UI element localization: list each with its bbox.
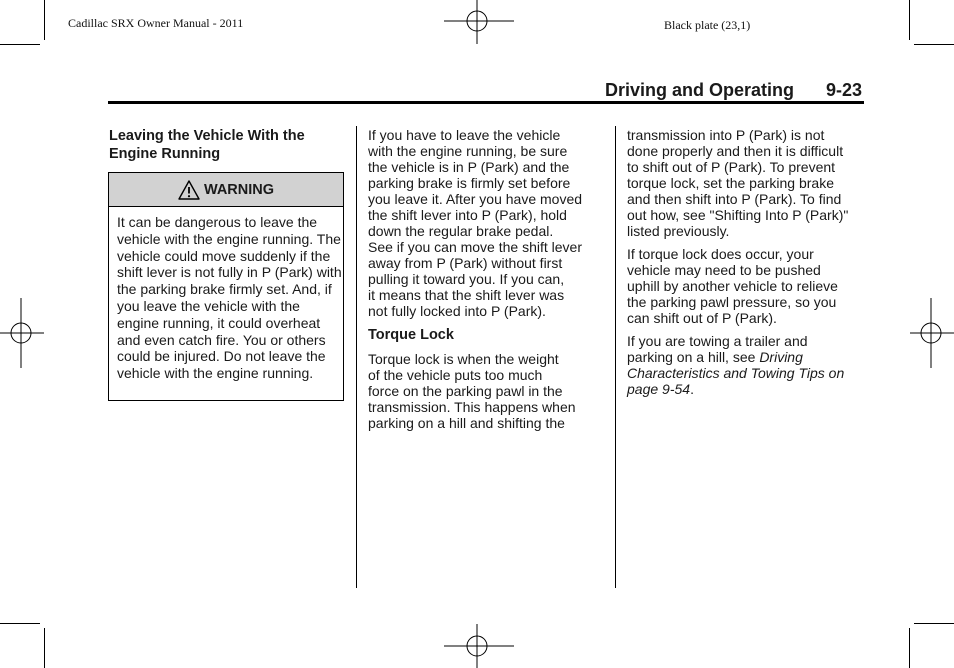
manual-title: Cadillac SRX Owner Manual - 2011 [68, 16, 244, 30]
section-heading: Leaving the Vehicle With the Engine Running [109, 128, 305, 162]
paragraph-torque-lock: Torque lock is when the weight of the vehicle puts too much force on the parking pawl in the transmission. This happens when parking on a hill and shifting the [368, 351, 576, 431]
crop-mark [909, 0, 910, 40]
header-rule [108, 101, 864, 104]
registration-mark-icon [0, 298, 44, 368]
crop-mark [0, 44, 40, 45]
subheading-torque-lock: Torque Lock [368, 327, 454, 343]
page-number: 9-23 [826, 80, 863, 100]
warning-text: It can be dangerous to leave the vehicle with the engine running. The vehicle could move suddenly if the shift lever is not fully in P (Park) with the parking brake firmly set. And, if you leave the vehicle with the engine running, it could overheat and even catch fire. You or others could be injured. Do not leave the vehicle with the engine running. [117, 214, 342, 382]
plate-label: Black plate (23,1) [664, 18, 751, 32]
registration-mark-icon [444, 624, 514, 668]
column-2 [368, 127, 608, 438]
warning-icon [178, 180, 200, 200]
crop-mark [914, 44, 954, 45]
column-divider [356, 126, 357, 588]
warning-header [109, 173, 343, 207]
paragraph-torque-prevent: transmission into P (Park) is not done properly and then it is difficult to shift out of P (Park). To prevent torque lock, set the parking brake and then shift into P (Park). To find out how, see "Shifting Into P (Park)" listed previously. [627, 127, 849, 239]
column-divider [615, 126, 616, 588]
registration-mark-icon [910, 298, 954, 368]
warning-label: WARNING [203, 181, 275, 198]
registration-mark-icon [444, 0, 514, 44]
paragraph-leave-running: If you have to leave the vehicle with the engine running, be sure the vehicle is in P (Park) and the parking brake is firmly set before you leave it. After you have moved the shift lever into P (Park), hold down the regular brake pedal. See if you can move the shift lever away from P (Park) without first pulling it toward you. If you can, it means that the shift lever was not fully locked into P (Park). [368, 127, 583, 319]
column-3 [627, 127, 863, 404]
column-1 [109, 127, 345, 163]
crop-mark [909, 628, 910, 668]
crop-mark [0, 623, 40, 624]
crop-mark [914, 623, 954, 624]
paragraph-towing: If you are towing a trailer and parking on a hill, see Driving Characteristics and Towing Tips on page 9-54. [627, 333, 863, 397]
paragraph-torque-occurs: If torque lock does occur, your vehicle may need to be pushed uphill by another vehicle to relieve the parking pawl pressure, so you can shift out of P (Park). [627, 246, 838, 326]
cross-reference-link[interactable]: Driving [759, 349, 803, 365]
cross-reference-page[interactable]: page 9-54 [627, 381, 691, 397]
cross-reference-link[interactable]: Characteristics and Towing Tips on [627, 365, 845, 381]
section-title: Driving and Operating [604, 80, 794, 100]
crop-mark [44, 0, 45, 40]
warning-box [108, 172, 344, 401]
crop-mark [44, 628, 45, 668]
